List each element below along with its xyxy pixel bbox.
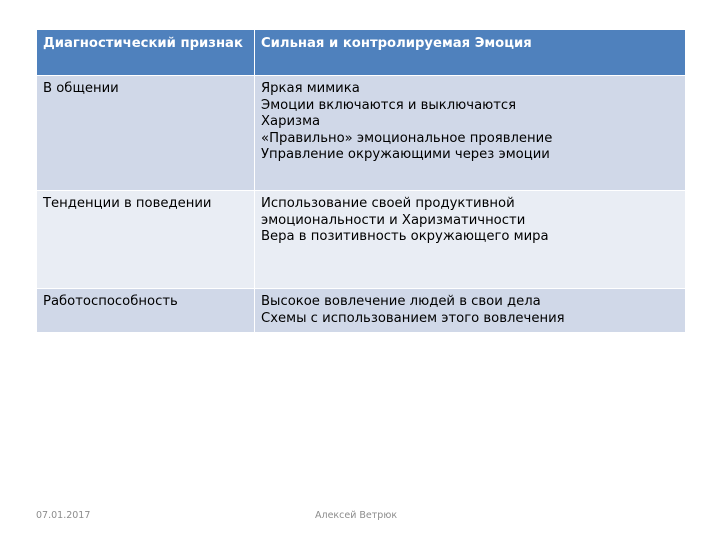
row-label: В общении [37,76,255,191]
description-line: Вера в позитивность окружающего мира [261,229,549,245]
header-cell-criterion: Диагностический признак [37,30,255,76]
description-line: Схемы с использованием этого вовлечения [261,310,565,326]
row-description [255,76,686,191]
emotion-diagnostic-table [36,29,686,333]
row-description [255,289,686,333]
description-line: Высокое вовлечение людей в свои дела [261,294,541,309]
description-line: Харизма [261,114,321,130]
description-line: «Правильно» эмоциональное проявление [261,130,553,146]
description-line: Эмоции включаются и выключаются [261,97,517,113]
description-line: эмоциональности и Харизматичности [261,212,526,228]
table-header-row [37,30,686,76]
table-row [37,191,686,289]
footer-author: Алексей Ветрюк [315,510,398,521]
row-description [255,191,686,289]
description-line: Яркая мимика [261,81,360,96]
description-line: Управление окружающими через эмоции [261,147,550,163]
header-cell-emotion-type: Сильная и контролируемая Эмоция [255,30,686,76]
description-line: Использование своей продуктивной [261,196,515,211]
table-row [37,76,686,191]
table-row [37,289,686,333]
row-label: Тенденции в поведении [37,191,255,289]
footer-date: 07.01.2017 [36,510,91,521]
row-label: Работоспособность [37,289,255,333]
